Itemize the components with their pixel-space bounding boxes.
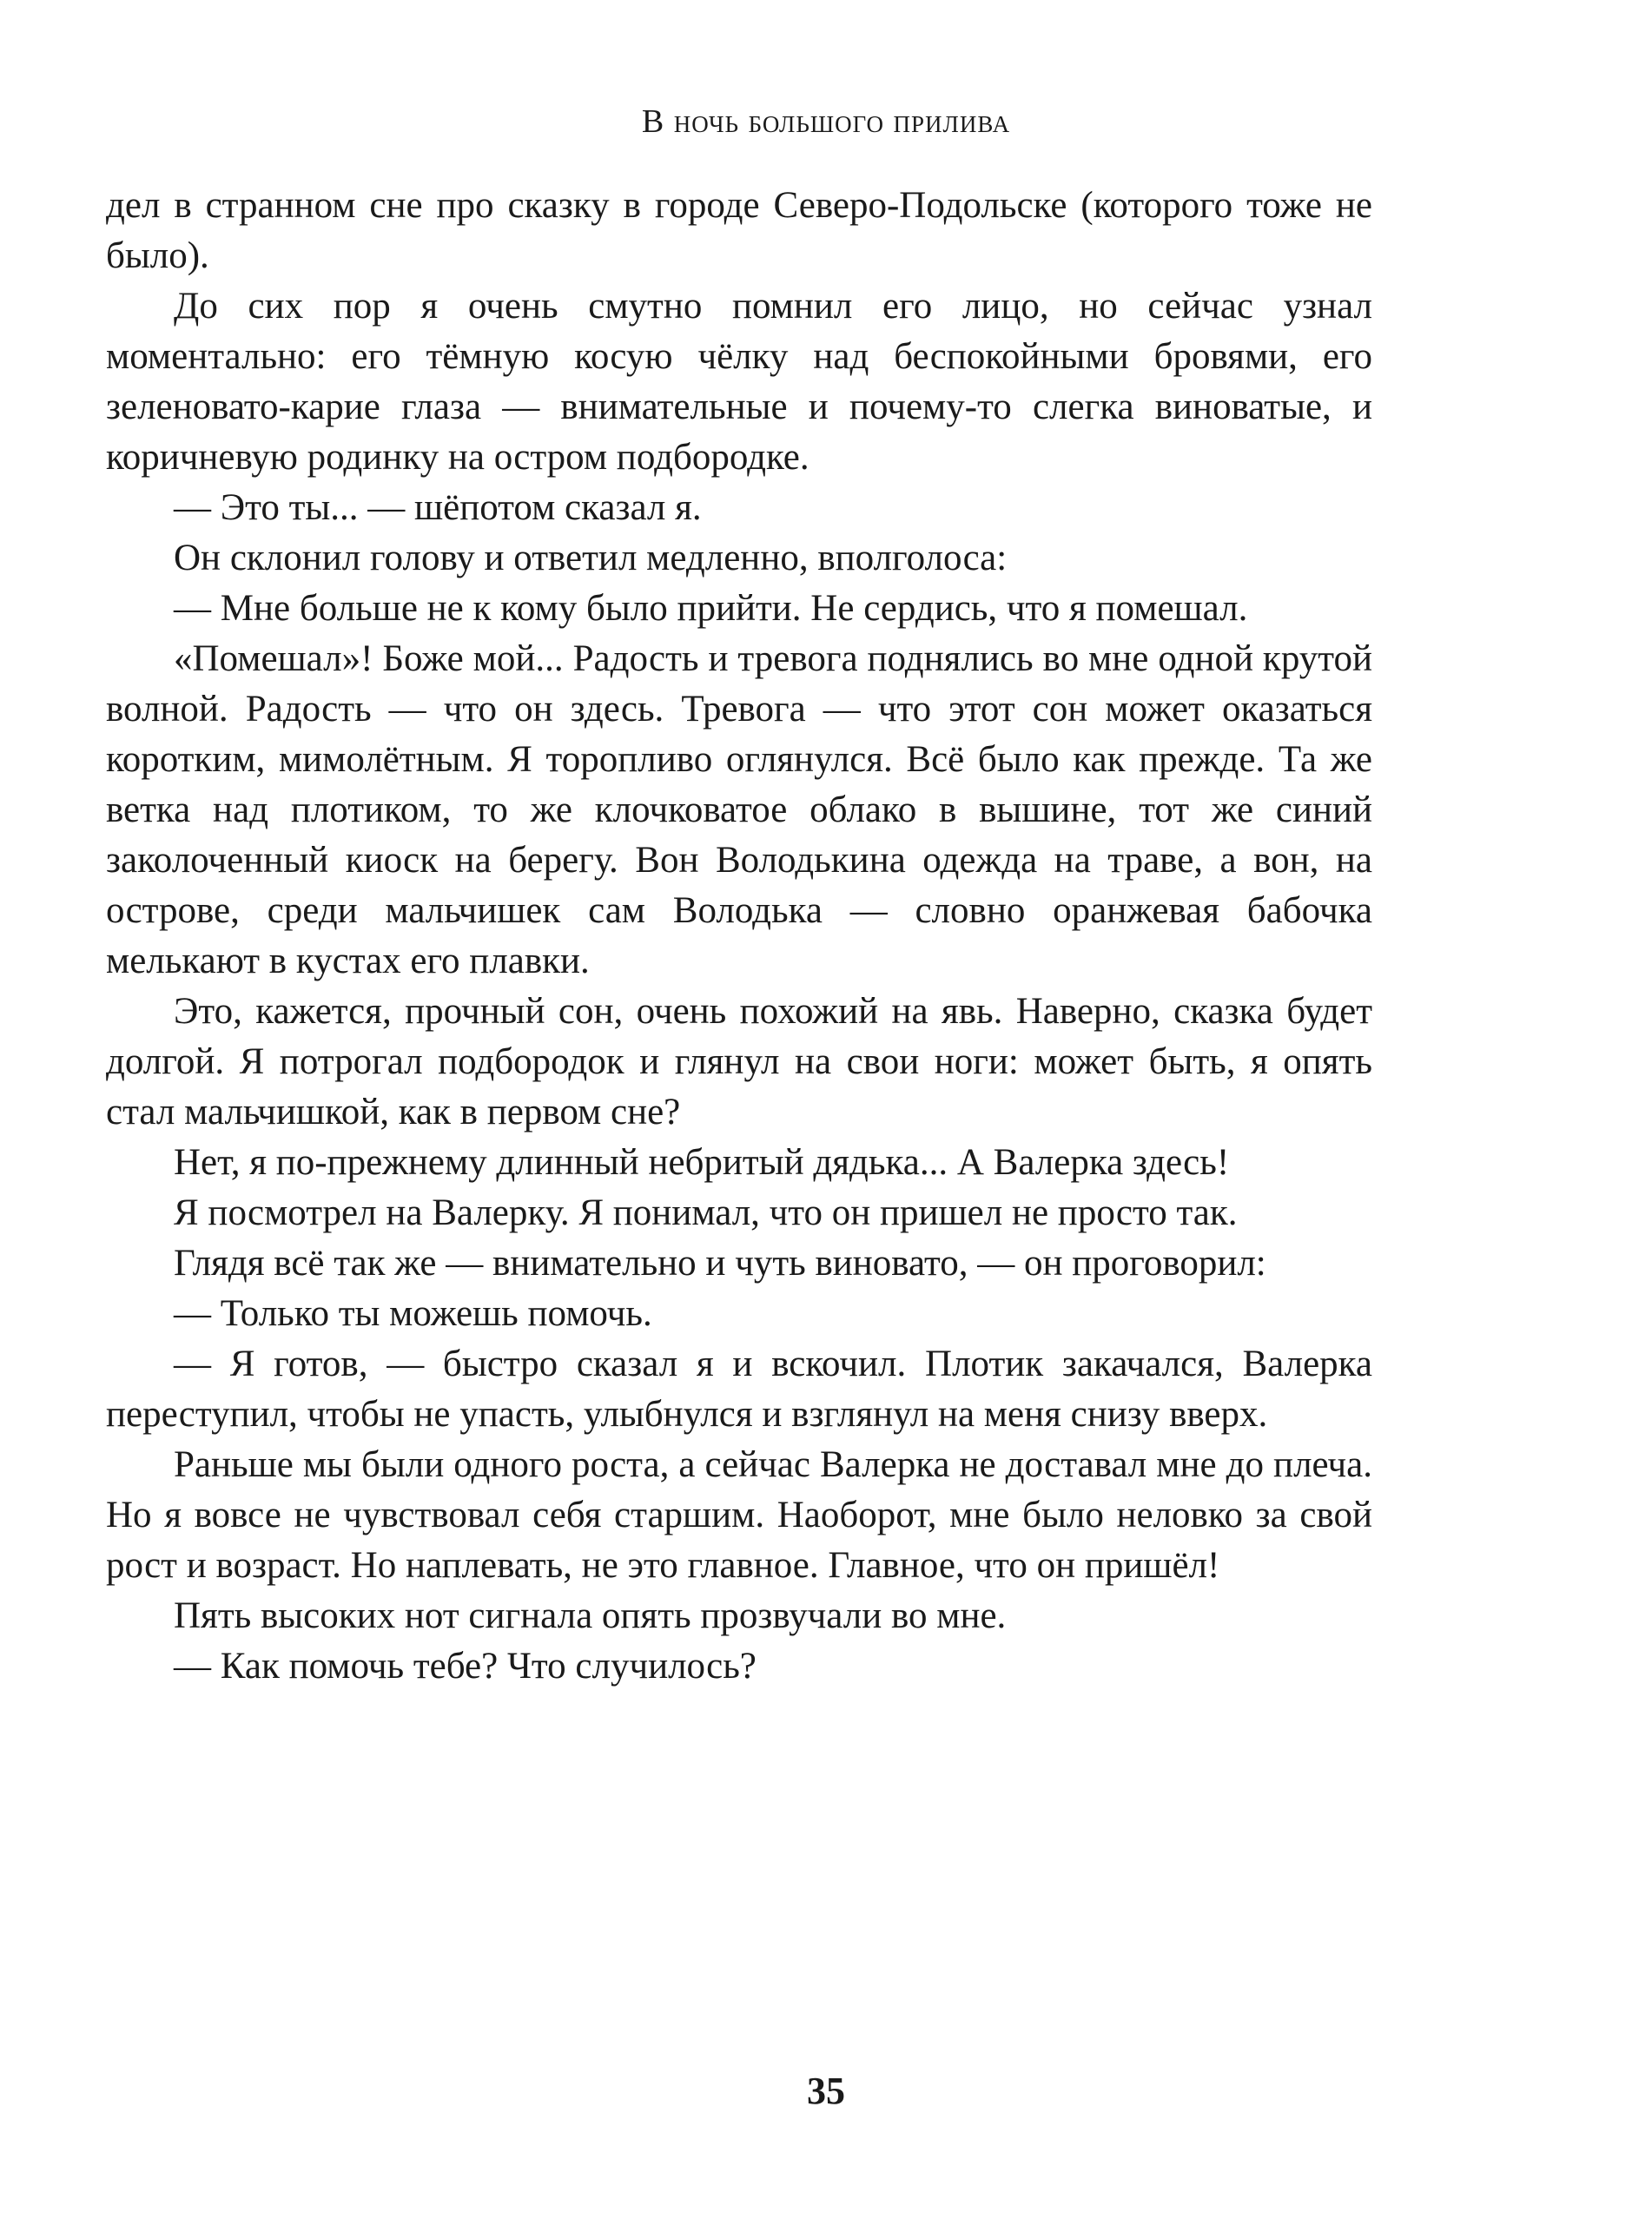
paragraph: До сих пор я очень смутно помнил его лицо, но сейчас узнал моментально: его тёмную косую чёлку над беспокойными бровями, его зеленовато-карие глаза — внимательные и почему-то слегка виноватые, и коричневую родинку на остром подбородке.: [106, 286, 1372, 478]
running-head: В ночь большого прилива: [641, 103, 1011, 140]
page-number: 35: [807, 2070, 845, 2112]
paragraph: Это, кажется, прочный сон, очень похожий на явь. Наверно, сказка будет долгой. Я потрогал подбородок и глянул на свои ноги: может быть, я опять стал мальчишкой, как в первом сне?: [106, 991, 1372, 1133]
paragraph: Нет, я по-прежнему длинный небритый дядька... А Валерка здесь!: [174, 1142, 1230, 1183]
paragraph: — Я готов, — быстро сказал я и вскочил. Плотик закачался, Валерка переступил, чтобы не упасть, улыбнулся и взглянул на меня снизу вверх.: [106, 1344, 1372, 1435]
paragraph: — Это ты... — шёпотом сказал я.: [174, 487, 702, 528]
paragraph: Он склонил голову и ответил медленно, вполголоса:: [174, 538, 1008, 578]
paragraph: — Как помочь тебе? Что случилось?: [174, 1646, 757, 1687]
paragraph: Пять высоких нот сигнала опять прозвучали во мне.: [174, 1595, 1007, 1636]
paragraph: Я посмотрел на Валерку. Я понимал, что он пришел не просто так.: [174, 1192, 1238, 1233]
paragraph: Раньше мы были одного роста, а сейчас Валерка не доставал мне до плеча. Но я вовсе не чувствовал себя старшим. Наоборот, мне было неловко за свой рост и возраст. Но наплевать, не это главное. Главное, что он пришёл!: [106, 1444, 1372, 1586]
body-text: [106, 181, 1372, 1692]
paragraph: — Мне больше не к кому было прийти. Не сердись, что я помешал.: [174, 588, 1248, 629]
paragraph: дел в странном сне про сказку в городе Северо-Подольске (которого тоже не было).: [106, 185, 1372, 276]
paragraph: Глядя всё так же — внимательно и чуть виновато, — он проговорил:: [174, 1243, 1266, 1284]
paragraph: «Помешал»! Боже мой... Радость и тревога поднялись во мне одной крутой волной. Радость — что он здесь. Тревога — что этот сон может оказаться коротким, мимолётным. Я торопливо оглянулся. Всё было как прежде. Та же ветка над плотиком, то же клочковатое облако в вышине, тот же синий заколоченный киоск на берегу. Вон Володькина одежда на траве, а вон, на острове, среди мальчишек сам Володька — словно оранжевая бабочка мелькают в кустах его плавки.: [106, 638, 1372, 981]
paragraph: — Только ты можешь помочь.: [174, 1293, 652, 1334]
